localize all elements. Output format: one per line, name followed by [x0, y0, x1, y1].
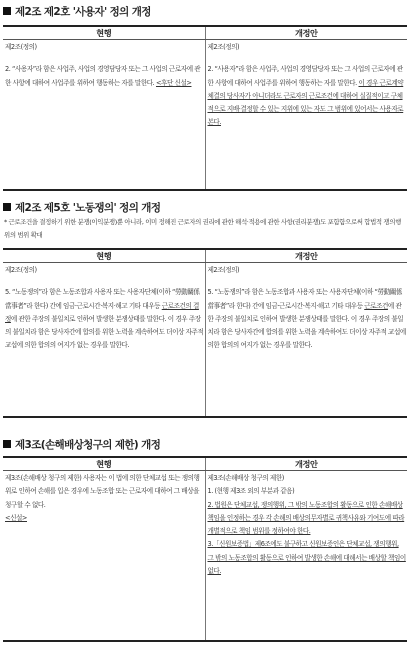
- article-title: 제2조(정의): [5, 43, 37, 51]
- article-title: 제2조(정의): [5, 266, 37, 274]
- article-body: 5. “노동쟁의”라 함은 노동조합과 사용자 또는 사용자단체(이하 “勞動關係當事者”라 한다) 간에 임금·근로시간·복지·해고 기타 대우등 근로조건에 관한 주장의 불일치로 인하여 발생한 분쟁상태를 말한다. 이 경우 주장의 불일치라 함은 당사자간에 합의를 위한 노력을 계속하여도 더이상 자주적 교섭에 의한 합의의 여지가 없는 경우를 말한다.: [207, 288, 406, 350]
- explanatory-note: * 근로조건을 결정하기 위한 분쟁(이익분쟁)뿐 아니라, 이미 정해진 근로자의 권리에 관한 해석·적용에 관한 사항(권리분쟁)도 포함함으로써 합법적 쟁의행위의 범위 확대: [4, 218, 401, 239]
- column-header-revised: 개정안: [205, 26, 407, 40]
- article-title: 제3조(손해배상 청구의 제한): [207, 474, 284, 482]
- column-header-current: 현행: [3, 457, 205, 471]
- column-header-current: 현행: [3, 249, 205, 263]
- article-body: 제3조(손해배상 청구의 제한) 사용자는 이 법에 의한 단체교섭 또는 쟁의행위로 인하여 손해를 입은 경우에 노동조합 또는 근로자에 대하여 그 배상을 청구할 수 없다.: [5, 474, 200, 509]
- square-bullet-icon: [3, 203, 11, 211]
- revised-text-cell: [205, 40, 407, 191]
- comparison-table-employer: [3, 25, 407, 191]
- column-header-current: 현행: [3, 26, 205, 40]
- section-heading-labor-dispute: 제2조 제5호 '노동쟁의' 정의 개정: [3, 200, 160, 215]
- current-text-cell: [3, 471, 205, 642]
- comparison-table-labor-dispute: [3, 248, 407, 418]
- current-text-cell: [3, 40, 205, 191]
- section-heading-employer: 제2조 제2호 '사용자' 정의 개정: [3, 4, 151, 19]
- article-body: 2. “사용자”라 함은 사업주, 사업의 경영담당자 또는 그 사업의 근로자에 관한 사항에 대하여 사업주를 위하여 행동하는 자를 말한다. 이 경우 근로계약 체결의 당사자가 아니더라도 근로자의 근로조건에 대하여 실질적이고 구체적으로 지배·결정할 수 있는 지위에 있는 자도 그 범위에 있어서는 사용자로 본다.: [207, 65, 404, 127]
- current-text-cell: [3, 263, 205, 418]
- article-title: 제2조(정의): [207, 266, 240, 274]
- column-header-revised: 개정안: [205, 457, 407, 471]
- revised-text-cell: [205, 471, 407, 642]
- item-3: 3.「신원보증법」제6조에도 불구하고 신원보증인은 단체교섭, 쟁의행위, 그 밖의 노동조합의 활동으로 인하여 발생한 손해에 대해서는 배상할 책임이 없다.: [207, 540, 406, 576]
- new-provision-mark: <신설>: [5, 513, 27, 522]
- changed-text: 근로조건의 결정: [5, 301, 199, 323]
- article-title: 제2조(정의): [207, 43, 240, 51]
- revised-text-cell: [205, 263, 407, 418]
- added-text: 이 경우 근로계약 체결의 당사자가 아니더라도 근로자의 근로조건에 대하여 실질적이고 구체적으로 지배·결정할 수 있는 지위에 있는 자도 그 범위에 있어서는 사용자로 본다.: [207, 78, 404, 127]
- square-bullet-icon: [3, 7, 11, 15]
- article-body: 2. “사용자”라 함은 사업주, 사업의 경영담당자 또는 그 사업의 근로자에 관한 사항에 대하여 사업주를 위하여 행동하는 자를 말한다. <후단 신설>: [5, 65, 201, 87]
- new-provision-mark: <후단 신설>: [155, 78, 192, 87]
- article-body: 5. “노동쟁의”라 함은 노동조합과 사용자 또는 사용자단체(이하 “勞動關係當事者”라 한다) 간에 임금·근로시간·복지·해고 기타 대우등 근로조건의 결정에 관한 주장의 불일치로 인하여 발생한 분쟁상태를 말한다. 이 경우 주장의 불일치라 함은 당사자간에 합의를 위한 노력을 계속하여도 더이상 자주적 교섭에 의한 합의의 여지가 없는 경우를 말한다.: [5, 288, 204, 350]
- item-2: 2. 법원은 단체교섭, 쟁의행위, 그 밖의 노동조합의 활동으로 인한 손해배상책임을 인정하는 경우 각 손해의 배상의무자별로 귀책사유와 기여도에 따라 개별적으로 책임 범위를 정하여야 한다.: [207, 500, 405, 536]
- changed-text: 근로조건: [364, 301, 388, 310]
- comparison-table-damages-claim: [3, 456, 407, 642]
- section-heading-damages-claim: 제3조(손해배상청구의 제한) 개정: [3, 437, 160, 452]
- square-bullet-icon: [3, 440, 11, 448]
- item-1: 1. (현행 제3조 외의 부분과 같음): [207, 487, 295, 496]
- column-header-revised: 개정안: [205, 249, 407, 263]
